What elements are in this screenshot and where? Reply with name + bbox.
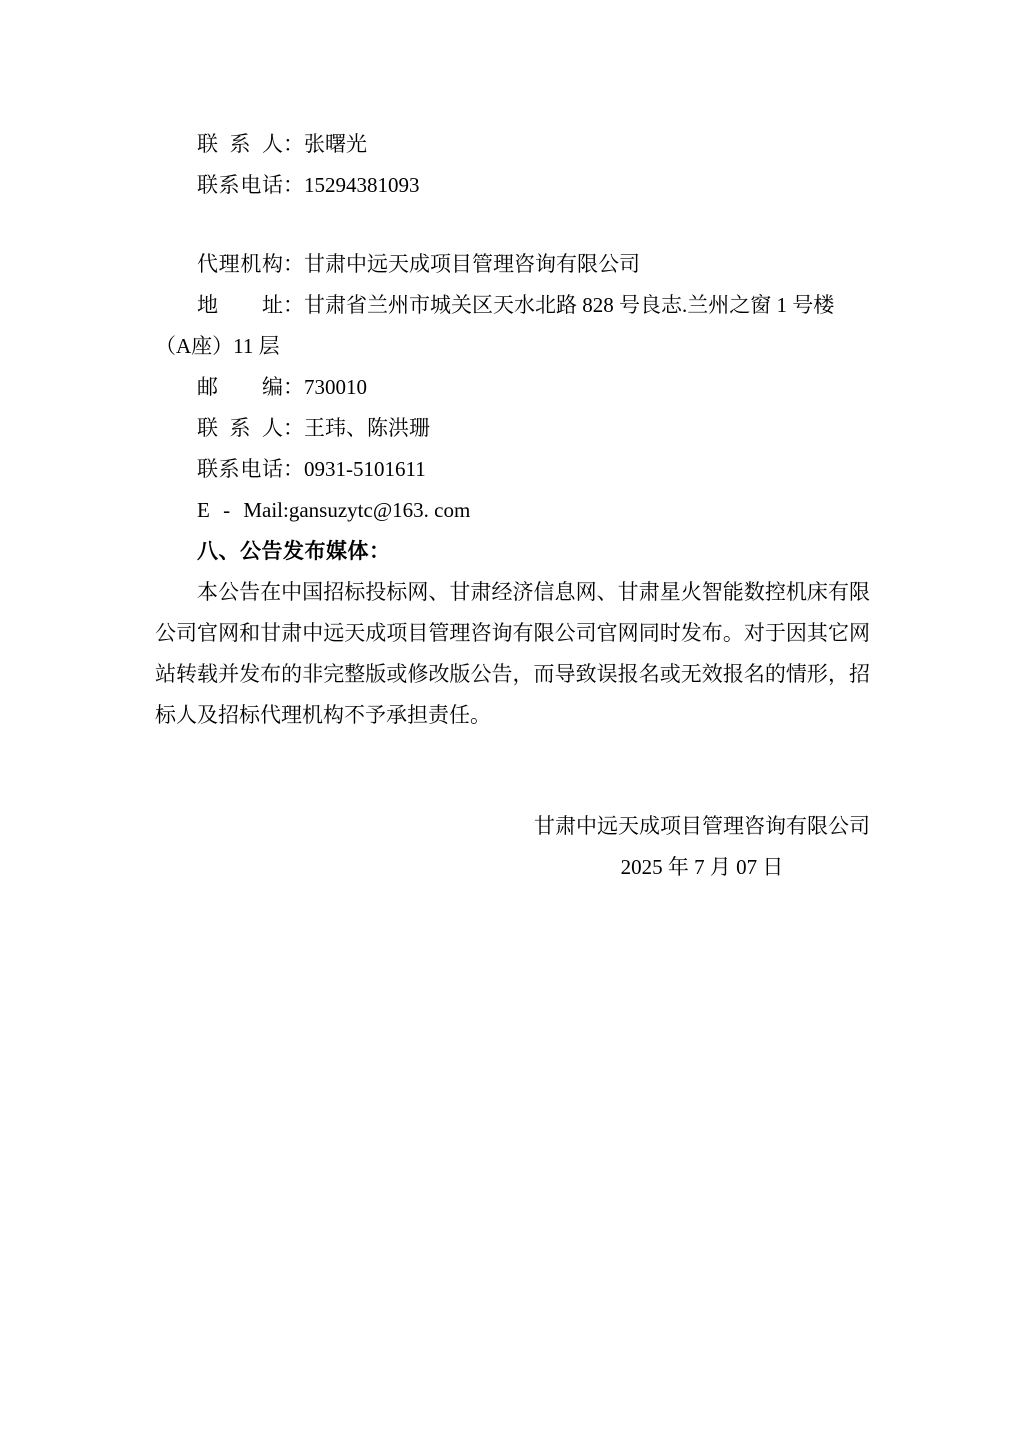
field-label: 邮编 xyxy=(197,375,283,399)
field-value: 甘肃中远天成项目管理咨询有限公司 xyxy=(304,252,640,276)
field-label: 联系人 xyxy=(197,416,283,440)
field-row-agency-email xyxy=(155,490,870,531)
tenderer-contact-block xyxy=(155,124,870,206)
field-colon: ： xyxy=(283,132,304,156)
field-colon: ： xyxy=(283,416,304,440)
field-value: 甘肃省兰州市城关区天水北路 828 号良志.兰州之窗 1 号楼（A座）11 层 xyxy=(155,293,835,358)
announcement-media-section xyxy=(155,531,870,736)
section-heading: 八、公告发布媒体： xyxy=(197,540,391,563)
field-colon: ： xyxy=(283,173,304,197)
signature-block xyxy=(534,806,870,888)
field-row-contact-phone xyxy=(155,165,870,206)
body-paragraph: 本公告在中国招标投标网、甘肃经济信息网、甘肃星火智能数控机床有限公司官网和甘肃中远天成项目管理咨询有限公司官网同时发布。对于因其它网站转载并发布的非完整版或修改版公告，而导致误报名或无效报名的情形，招标人及招标代理机构不予承担责任。 xyxy=(155,580,870,727)
field-colon: ： xyxy=(283,293,304,317)
field-label: 联系人 xyxy=(197,132,283,156)
field-row-agency-contact-person xyxy=(155,408,870,449)
field-row-agency-phone xyxy=(155,449,870,490)
blank-line xyxy=(155,206,870,244)
field-value: 15294381093 xyxy=(304,173,420,197)
field-colon: ： xyxy=(283,252,304,276)
field-colon: ： xyxy=(283,375,304,399)
field-value: 730010 xyxy=(304,375,367,399)
field-value: 0931-5101611 xyxy=(304,457,426,481)
field-colon: : xyxy=(283,498,289,522)
field-value: 王玮、陈洪珊 xyxy=(304,416,430,440)
field-label: E - Mail xyxy=(197,498,283,522)
field-row-agency-address xyxy=(155,285,870,367)
field-row-contact-person xyxy=(155,124,870,165)
field-row-agency-name xyxy=(155,244,870,285)
signature-date: 2025 年 7 月 07 日 xyxy=(620,855,784,879)
field-label: 地址 xyxy=(197,293,283,317)
field-label: 代理机构 xyxy=(197,252,283,276)
field-value: 张曙光 xyxy=(304,132,367,156)
field-row-agency-zip xyxy=(155,367,870,408)
field-colon: ： xyxy=(283,457,304,481)
field-label: 联系电话 xyxy=(197,173,283,197)
agency-block xyxy=(155,244,870,531)
field-value: gansuzytc@163. com xyxy=(288,498,471,522)
field-label: 联系电话 xyxy=(197,457,283,481)
signature-company: 甘肃中远天成项目管理咨询有限公司 xyxy=(534,814,870,838)
